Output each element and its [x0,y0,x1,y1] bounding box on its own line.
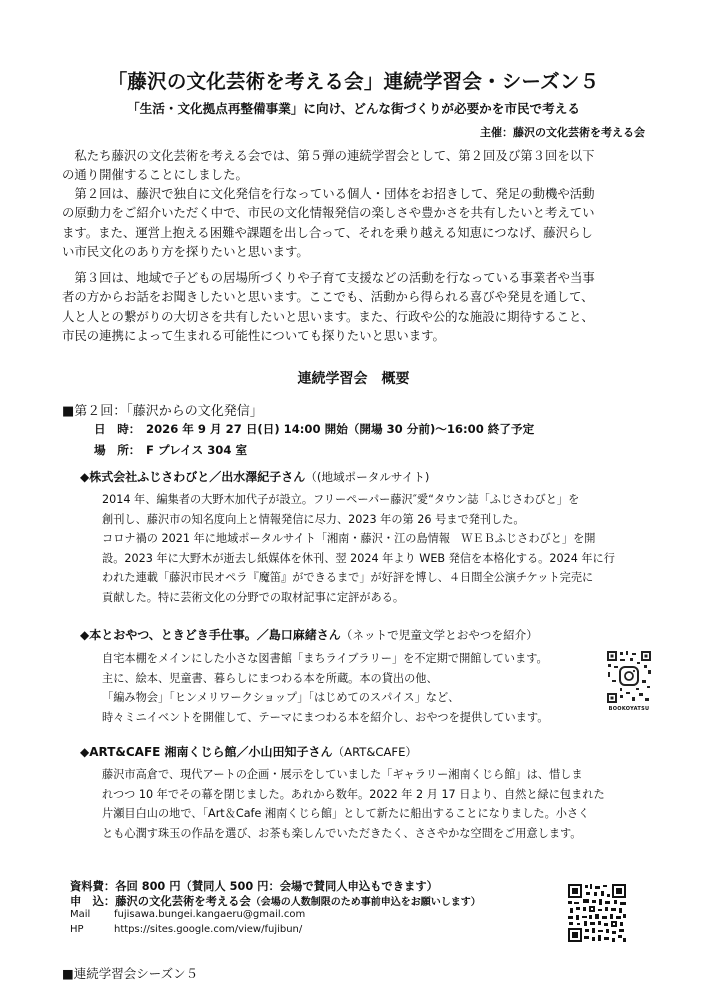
date-label: 日 時： [94,422,141,436]
organizer: 主催：藤沢の文化芸術を考える会 [480,126,645,139]
page-title: 「藤沢の文化芸術を考える会」連続学習会・シーズン５ [107,70,600,93]
event-date [94,421,534,437]
intro-paragraph-3: 第３回は、地域で子どもの居場所づくりや子育て支援などの活動を行なっている事業者や当事 者の方からお話をお聞きしたいと思います。ここでも、活動から得られる喜びや発見を通して、 人と人との繋がりの大切さを共有したいと思います。また、行政や公的な施設に期待すること、 市民の連携によって生まれる可能性についても探りたいと思います。 [62,270,595,344]
session-heading: ■第２回：「藤沢からの文化発信」 [62,404,263,419]
speaker-heading-1: ◆株式会社ふじさわびと／出水澤紀子さん（(地域ポータルサイト) [80,470,430,484]
intro-paragraph-1: 私たち藤沢の文化芸術を考える会では、第５弾の連続学習会として、第２回及び第３回を以下 の通り開催することにしました。 [62,148,595,183]
speaker-body-3: 藤沢市高倉で、現代アートの企画・展示をしていました「ギャラリー湘南くじら館」は、惜しま れつつ 10 年でその幕を閉じました。あれから数年。2022 年 2 月 17 日より、自然と緑に包まれた 片瀬目白山の地で、「Art＆Cafe 湘南くじら館」として新たに船出することになりました。小さく とも心潤す珠玉の作品を選び、お茶も楽しんでいただきたく、ささやかな空間をご用意します。 [102,768,605,840]
mail-line [70,909,305,920]
fee-line: 資料費：各回 800 円（賛同人 500 円：会場で賛同人申込もできます） [70,880,438,893]
overview-heading: 連続学習会 概要 [297,371,410,387]
instagram-qr-icon [606,650,652,704]
website-qr-code [568,884,626,942]
apply-value: 藤沢の文化芸術を考える会 [115,895,251,908]
hp-line [70,924,302,935]
page-subtitle: 「生活・文化拠点再整備事業」に向け、どんな街づくりが必要かを市民で考える [127,101,580,116]
hp-label: HP [70,924,84,935]
website-qr-icon [568,884,626,942]
mail-link[interactable]: fujisawa.bungei.kangaeru@gmail.com [114,909,306,920]
intro-paragraph-2: 第２回は、藤沢で独自に文化発信を行なっている個人・団体をお招きして、発足の動機や活動 の原動力をご紹介いただく中で、市民の文化情報発信の楽しさや豊かさを共有したいと考えてい ます。また、運営上抱える困難や課題を出し合って、それを乗り越える知恵につなげ、藤沢らし い市民文化のあり方を探りたいと思います。 [62,186,595,260]
apply-line [70,893,481,909]
hp-link[interactable]: https://sites.google.com/view/fujibun/ [114,924,303,935]
instagram-qr-code [606,650,652,704]
event-place [94,442,247,458]
place-label: 場 所： [94,443,141,457]
series-footer: ■連続学習会シーズン５ [62,966,199,981]
speaker-heading-2: ◆本とおやつ、ときどき手仕事。／島口麻緒さん（ネットで児童文学とおやつを紹介） [80,628,538,642]
speaker-heading-3: ◆ART&CAFE 湘南くじら館／小山田知子さん（ART&CAFE） [80,745,418,759]
date-value: 2026 年 9 月 27 日(日) 14:00 開始（開場 30 分前)〜16:00 終了予定 [146,422,535,436]
apply-note: （会場の人数制限のため事前申込をお願いします） [250,897,481,908]
place-value: F プレイス 304 室 [146,443,248,457]
apply-label: 申 込： [70,895,116,908]
speaker-body-1: 2014 年、編集者の大野木加代子が設立。フリーペーパー藤沢″愛“タウン誌「ふじさわびと」を 創刊し、藤沢市の知名度向上と情報発信に尽力、2023 年の第 26 号まで発刊した。 コロナ禍の 2021 年に地域ポータルサイト「湘南・藤沢・江の島情報 ＷＥＢふじさわびと」を開 設。2023 年に大野木が逝去し紙媒体を休刊、翌 2024 年より WEB 発信を本格化する。2024 年に行 われた連載「藤沢市民オペラ『魔笛』ができるまで」が好評を博し、４日間全公演チケット完売に 貢献した。特に芸術文化の分野での取材記事に定評がある。 [102,493,615,604]
speaker-body-2: 自宅本棚をメインにした小さな図書館「まちライブラリー」を不定期で開館しています。 主に、絵本、児童書、暮らしにまつわる本を所蔵。本の貸出の他、 「編み物会」「ヒンメリワークショップ」「はじめてのスパイス」など、 時々ミニイベントを開催して、テーマにまつわる本を紹介し、おやつを提供しています。 [102,652,549,724]
mail-label: Mail [70,909,91,920]
qr-caption: BOOKOYATSU [608,706,650,712]
